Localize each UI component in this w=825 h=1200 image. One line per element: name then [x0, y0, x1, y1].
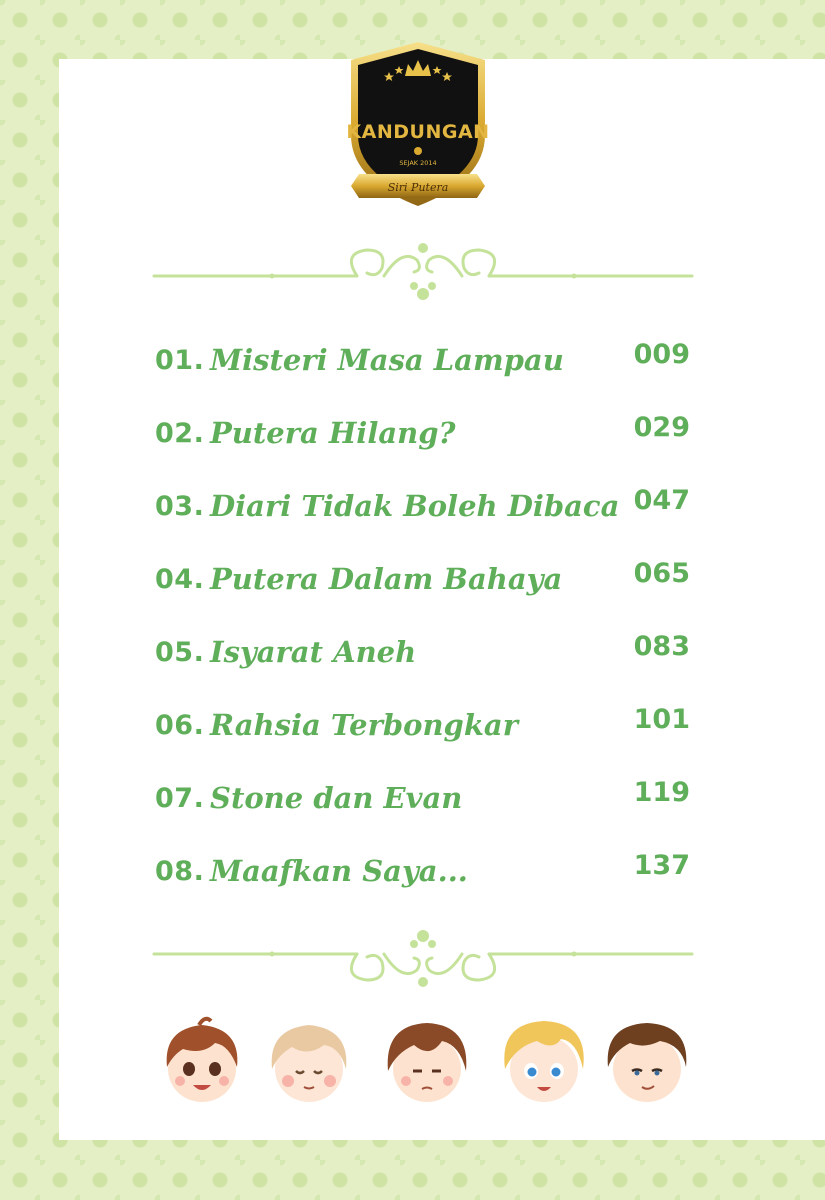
toc-item[interactable]	[155, 704, 690, 748]
toc-item-number: 06.	[155, 710, 205, 741]
logo-series: Siri Putera	[387, 181, 449, 194]
toc-item-page: 009	[633, 339, 690, 370]
toc-item-title: Isyarat Aneh	[210, 635, 417, 669]
chibi-boy-blond-pale-icon	[262, 1015, 356, 1109]
toc-item-page: 101	[633, 704, 690, 735]
ornamental-divider-bottom	[152, 922, 694, 992]
toc-item-page: 065	[633, 558, 690, 589]
toc-item-page: 119	[633, 777, 690, 808]
toc-item-page: 137	[633, 850, 690, 881]
toc-item-number: 03.	[155, 491, 205, 522]
toc-item-title: Putera Dalam Bahaya	[210, 562, 563, 596]
toc-item-title: Stone dan Evan	[210, 781, 463, 815]
chibi-boy-golden-icon	[497, 1015, 591, 1109]
chibi-boy-brown-icon	[380, 1015, 474, 1109]
ornamental-divider-top	[152, 238, 694, 308]
toc-item[interactable]	[155, 631, 690, 675]
toc-item-title: Misteri Masa Lampau	[210, 343, 564, 377]
toc-item-title: Putera Hilang?	[210, 416, 456, 450]
toc-item-page: 029	[633, 412, 690, 443]
toc-item-title: Maafkan Saya...	[210, 854, 468, 888]
toc-item-number: 02.	[155, 418, 205, 449]
toc-item-number: 08.	[155, 856, 205, 887]
logo-title: KANDUNGAN	[346, 121, 490, 143]
toc-item[interactable]	[155, 339, 690, 383]
toc-item[interactable]	[155, 777, 690, 821]
toc-item[interactable]	[155, 558, 690, 602]
toc-item-title: Diari Tidak Boleh Dibaca	[210, 489, 620, 523]
toc-item[interactable]	[155, 485, 690, 529]
toc-item-title: Rahsia Terbongkar	[210, 708, 518, 742]
toc-item-page: 047	[633, 485, 690, 516]
toc-item[interactable]	[155, 850, 690, 894]
chibi-boy-dark-brown-icon	[600, 1015, 694, 1109]
logo-since: SEJAK 2014	[399, 159, 437, 167]
toc-item-number: 07.	[155, 783, 205, 814]
toc-item-number: 01.	[155, 345, 205, 376]
toc-item-number: 05.	[155, 637, 205, 668]
chibi-boy-auburn-icon	[155, 1015, 249, 1109]
kandungan-logo	[345, 40, 491, 210]
toc-item-page: 083	[633, 631, 690, 662]
toc-item-number: 04.	[155, 564, 205, 595]
toc-item[interactable]	[155, 412, 690, 456]
